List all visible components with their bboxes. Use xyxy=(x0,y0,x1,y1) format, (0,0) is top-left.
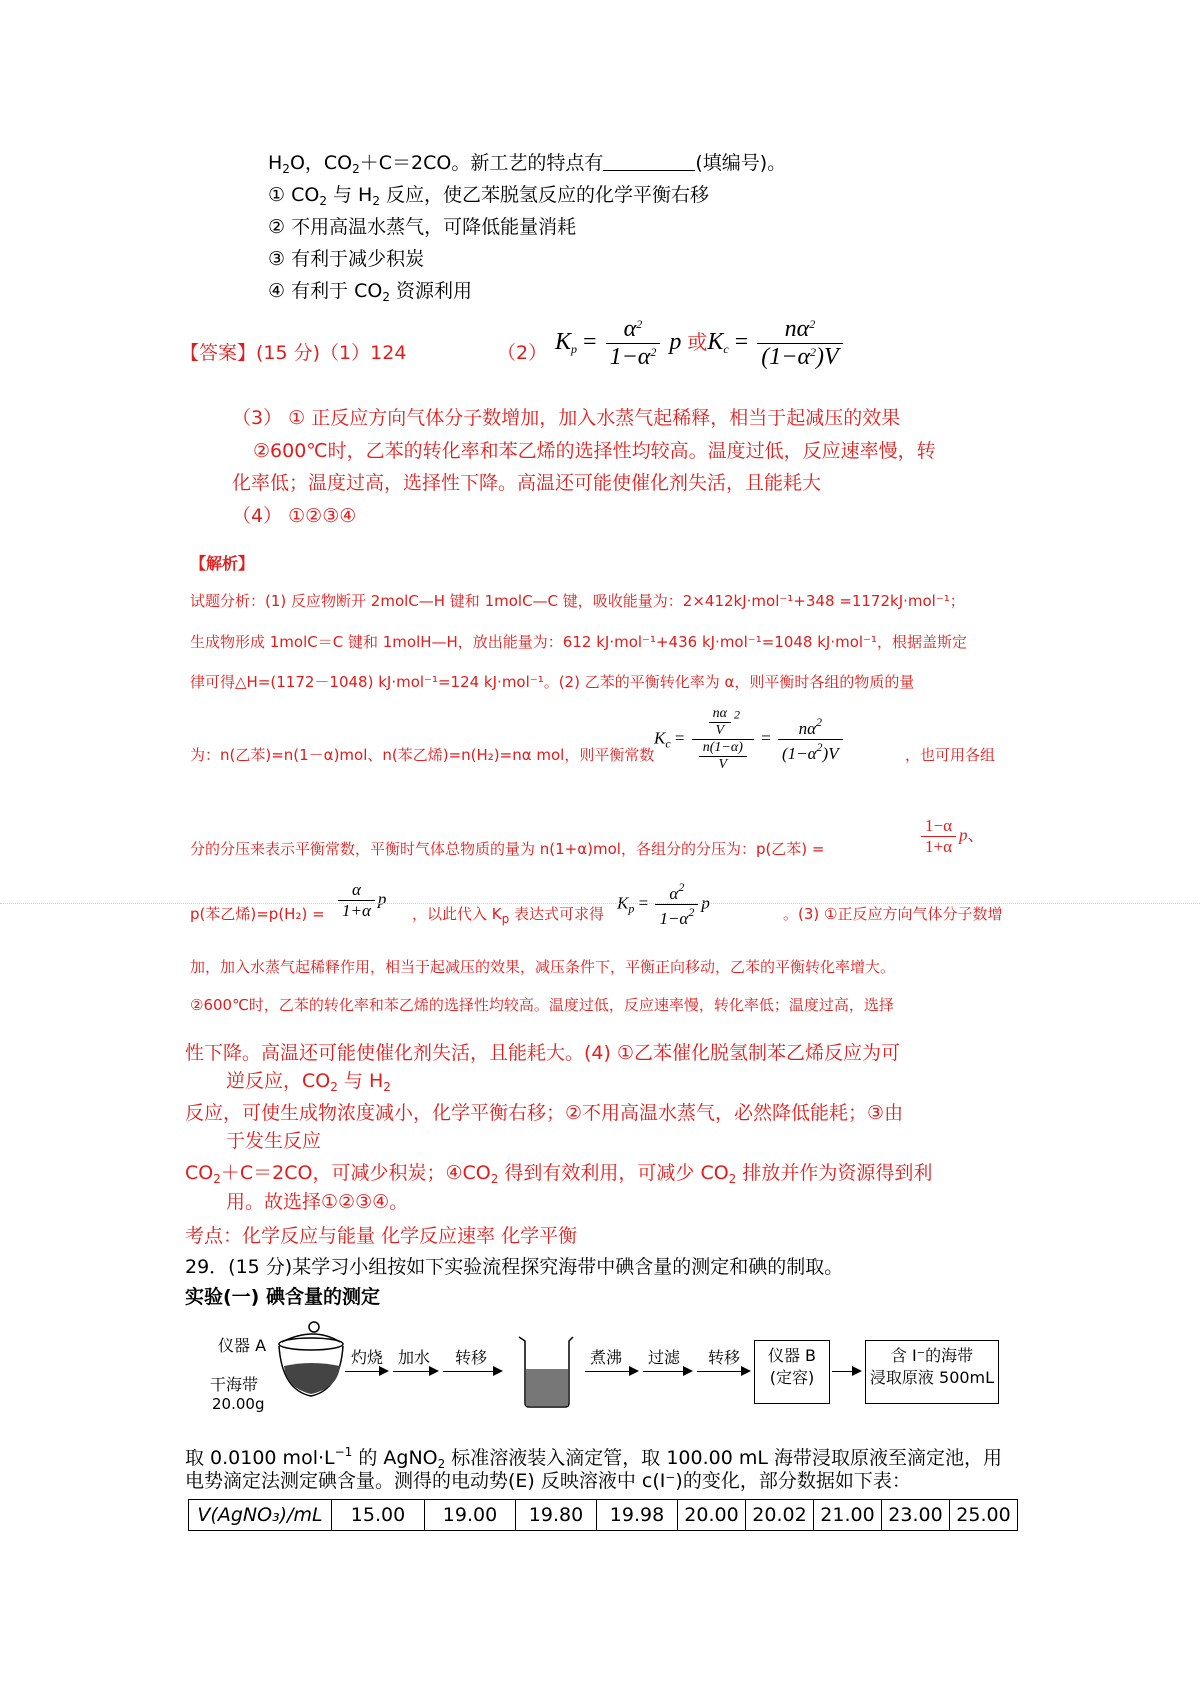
answer-heading: 【答案】(15 分)（1）124 xyxy=(180,342,407,364)
kc-formula: $K_c$ = $\frac{n\alpha}{V}$ $^2$ $\frac{n(1-\alpha)}{V}$ = $\frac{n\alpha^2}{(1-\alpha^2)V}$ xyxy=(654,706,846,773)
instrument-b-box: 仪器 B (定容) xyxy=(754,1340,830,1404)
table-header-cell: V(AgNO₃)/mL xyxy=(189,1500,332,1531)
arrow-5 xyxy=(643,1371,691,1372)
kp-result-formula: $K_p$ = $\frac{\alpha^2}{1-\alpha^2}$ p xyxy=(617,880,710,928)
table-cell: 19.00 xyxy=(425,1500,516,1531)
table-cell: 21.00 xyxy=(814,1500,882,1531)
step-transfer-1: 转移 xyxy=(455,1348,488,1367)
titration-data-table xyxy=(188,1499,1018,1531)
table-cell: 15.00 xyxy=(332,1500,425,1531)
step-add-water: 加水 xyxy=(398,1348,431,1367)
step-transfer-2: 转移 xyxy=(708,1348,741,1367)
table-cell: 19.98 xyxy=(597,1500,678,1531)
analysis-line-9: 性下降。高温还可能使催化剂失活，且能耗大。(4) ①乙苯催化脱氢制苯乙烯反应为可 xyxy=(185,1042,900,1064)
q29-experiment-1-heading: 实验(一) 碘含量的测定 xyxy=(185,1286,380,1308)
q29-description-line-1: 取 0.0100 $mol\cdot L^{-1}$ 的 AgNO$_2$ 标准溶液装入滴定管，取 100.00 mL 海带浸取原液至滴定池，用 xyxy=(185,1445,1003,1471)
step-boil: 煮沸 xyxy=(590,1348,623,1367)
analysis-line-1: 试题分析：(1) 反应物断开 2molC—H 键和 1molC—C 键，吸收能量为：2×412kJ·mol⁻¹+348 =1172kJ·mol⁻¹； xyxy=(190,592,965,610)
option-1: ① $CO_2$ 与 $H_2$ 反应，使乙苯脱氢反应的化学平衡右移 xyxy=(268,184,710,208)
answer-part-3-line-3: 化率低；温度过高，选择性下降。高温还可能使催化剂失活，且能耗大 xyxy=(232,472,822,494)
answer-part-4: （4） ①②③④ xyxy=(232,505,357,527)
kelp-mass-label: 20.00g xyxy=(212,1395,265,1413)
analysis-line-8: ②600℃时，乙苯的转化率和苯乙烯的选择性均较高。温度过低，反应速率慢，转化率低；温度过高，选择 xyxy=(190,996,894,1014)
analysis-line-11: 反应，可使生成物浓度减小，化学平衡右移；②不用高温水蒸气，必然降低能耗；③由 xyxy=(185,1102,904,1124)
p-styrene-formula: $\frac{\alpha}{1+\alpha}$ p xyxy=(335,880,386,921)
step-burn: 灼烧 xyxy=(351,1348,384,1367)
p-ethylbenzene-formula: $\frac{1-\alpha}{1+\alpha}$ p、 xyxy=(918,816,985,857)
step-filter: 过滤 xyxy=(648,1348,681,1367)
option-3: ③ 有利于减少积炭 xyxy=(268,248,425,270)
analysis-line-4-tail: ，也可用各组 xyxy=(905,746,996,764)
arrow-2 xyxy=(393,1371,437,1372)
table-cell: 25.00 xyxy=(950,1500,1018,1531)
analysis-line-13: $CO_2+C=2CO$，可减少积炭；$④CO_2$ 得到有效利用，可减少 $CO_2$ 排放并作为资源得到利 xyxy=(185,1162,933,1186)
q29-description-line-2: 电势滴定法测定碘含量。测得的电动势(E) 反映溶液中 c(I⁻)的变化，部分数据如下表： xyxy=(185,1470,911,1492)
analysis-line-5: 分的分压来表示平衡常数，平衡时气体总物质的量为 n(1+α)mol，各组分的分压为：p(乙苯) = xyxy=(190,840,825,858)
analysis-kaodian: 考点：化学反应与能量 化学反应速率 化学平衡 xyxy=(185,1225,578,1247)
analysis-line-10: 逆反应，$CO_2$ 与 $H_2$ xyxy=(226,1070,391,1094)
table-row xyxy=(189,1500,1018,1531)
arrow-1 xyxy=(345,1371,387,1372)
table-cell: 20.00 xyxy=(678,1500,746,1531)
analysis-line-7: 加，加入水蒸气起稀释作用，相当于起减压的效果，减压条件下，平衡正向移动，乙苯的平衡转化率增大。 xyxy=(190,958,896,976)
answer-blank xyxy=(603,152,695,171)
analysis-line-14: 用。故选择①②③④。 xyxy=(226,1191,409,1213)
table-cell: 23.00 xyxy=(882,1500,950,1531)
arrow-6 xyxy=(697,1371,749,1372)
arrow-3 xyxy=(443,1371,501,1372)
option-2: ② 不用高温水蒸气，可降低能量消耗 xyxy=(268,216,577,238)
table-cell: 20.02 xyxy=(746,1500,814,1531)
analysis-line-6-c: 。(3) ①正反应方向气体分子数增 xyxy=(783,905,1003,923)
answer-part-3-line-2: ②600℃时，乙苯的转化率和苯乙烯的选择性均较高。温度过低，反应速率慢，转 xyxy=(253,440,936,462)
page-divider xyxy=(0,903,1200,904)
kp-formula: $K_p$ = $\frac{\alpha^2}{1-\alpha^2}$ p 或$K_c$ = $\frac{n\alpha^2}{(1-\alpha^2)V}$ xyxy=(555,316,846,371)
question-line-1: $H_2O$，$CO_2+C=2CO$。新工艺的特点有 (填编号)。 xyxy=(268,152,787,176)
instrument-a-label: 仪器 A xyxy=(218,1336,267,1355)
analysis-line-3: 律可得△H=(1172－1048) kJ·mol⁻¹=124 kJ·mol⁻¹。(2) 乙苯的平衡转化率为 α，则平衡时各组的物质的量 xyxy=(190,673,915,691)
analysis-line-4: 为：n(乙苯)=n(1－α)mol、n(苯乙烯)=n(H₂)=nα mol，则平衡常数 xyxy=(190,746,655,764)
crucible-icon xyxy=(268,1318,344,1402)
answer-part-2-label: （2） xyxy=(497,342,548,364)
table-cell: 19.80 xyxy=(516,1500,597,1531)
result-box: 含 I⁻的海带 浸取原液 500mL xyxy=(865,1340,999,1404)
answer-part-3-line-1: （3） ① 正反应方向气体分子数增加，加入水蒸气起稀释，相当于起减压的效果 xyxy=(232,407,901,429)
analysis-line-2: 生成物形成 1molC＝C 键和 1molH—H，放出能量为：612 kJ·mol⁻¹+436 kJ·mol⁻¹=1048 kJ·mol⁻¹，根据盖斯定 xyxy=(190,633,967,651)
beaker-icon xyxy=(515,1333,577,1409)
arrow-7 xyxy=(832,1371,860,1372)
q29-title: 29．(15 分)某学习小组按如下实验流程探究海带中碘含量的测定和碘的制取。 xyxy=(185,1256,844,1278)
analysis-line-12: 于发生反应 xyxy=(226,1130,322,1152)
option-4: ④ 有利于 $CO_2$ 资源利用 xyxy=(268,280,473,304)
analysis-line-6-a: p(苯乙烯)=p(H₂) = xyxy=(190,905,325,923)
arrow-4 xyxy=(585,1371,637,1372)
analysis-line-6-b: ，以此代入 $K_p$ 表达式可求得 xyxy=(412,905,605,926)
analysis-heading: 【解析】 xyxy=(190,554,255,573)
dry-kelp-label: 干海带 xyxy=(210,1375,259,1394)
